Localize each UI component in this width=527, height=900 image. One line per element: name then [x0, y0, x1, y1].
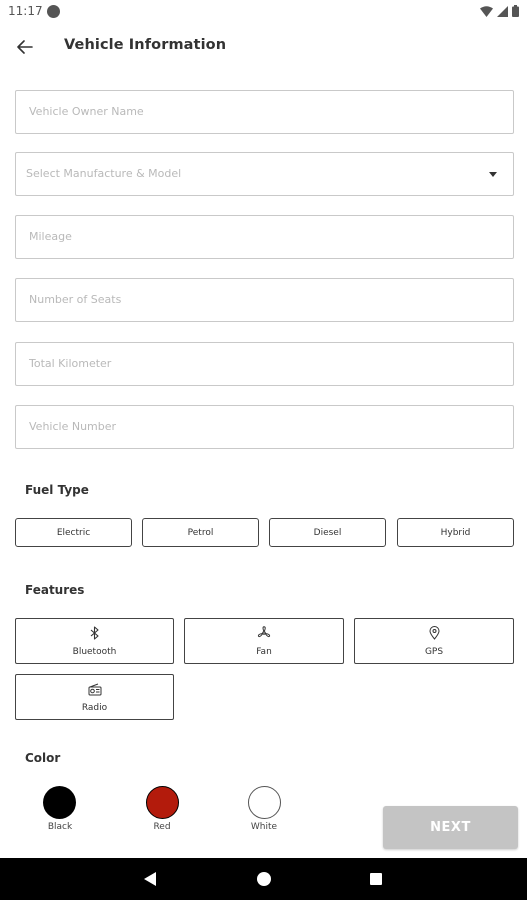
kilometer-placeholder: Total Kilometer [29, 357, 112, 370]
fuel-option-hybrid[interactable]: Hybrid [397, 518, 514, 547]
arrow-back-icon [17, 40, 33, 54]
nav-back-icon[interactable] [144, 872, 156, 886]
dropdown-arrow-icon [489, 172, 497, 177]
color-swatch-red[interactable] [146, 786, 179, 819]
fuel-option-electric[interactable]: Electric [15, 518, 132, 547]
app-notification-icon [47, 5, 60, 18]
seats-field[interactable] [15, 278, 514, 322]
fan-icon [257, 625, 271, 641]
kilometer-field[interactable] [15, 342, 514, 386]
seats-placeholder: Number of Seats [29, 293, 122, 306]
color-label-red: Red [153, 822, 171, 832]
feature-label: Radio [81, 703, 108, 713]
feature-radio[interactable] [15, 674, 174, 720]
vehicle-number-field[interactable] [15, 405, 514, 449]
color-title: Color [25, 751, 61, 765]
color-swatch-white[interactable] [248, 786, 281, 819]
bluetooth-icon [90, 625, 100, 641]
color-label-black: Black [47, 822, 73, 832]
next-button[interactable]: NEXT [383, 806, 518, 849]
status-time: 11:17 [8, 4, 43, 18]
feature-label: GPS [424, 647, 444, 657]
owner-name-field[interactable] [15, 90, 514, 134]
radio-icon [88, 681, 102, 697]
feature-label: Bluetooth [72, 647, 117, 657]
location-pin-icon [429, 625, 440, 641]
system-nav-bar [0, 858, 527, 900]
app-bar [0, 24, 527, 70]
back-button[interactable] [12, 34, 38, 60]
color-swatch-black[interactable] [43, 786, 76, 819]
fuel-type-title: Fuel Type [25, 483, 89, 497]
nav-home-icon[interactable] [257, 872, 271, 886]
status-icons [480, 5, 519, 17]
color-label-white: White [250, 822, 278, 832]
page-title: Vehicle Information [64, 37, 227, 53]
manufacture-model-select[interactable] [15, 152, 514, 196]
vehicle-number-placeholder: Vehicle Number [29, 420, 117, 433]
feature-fan[interactable] [184, 618, 344, 664]
mileage-field[interactable] [15, 215, 514, 259]
nav-recents-icon[interactable] [370, 873, 382, 885]
status-bar [0, 0, 527, 24]
owner-name-placeholder: Vehicle Owner Name [29, 105, 144, 118]
battery-icon [512, 5, 519, 17]
manufacture-model-placeholder: Select Manufacture & Model [26, 167, 182, 180]
mileage-placeholder: Mileage [29, 230, 72, 243]
fuel-option-diesel[interactable]: Diesel [269, 518, 386, 547]
feature-bluetooth[interactable] [15, 618, 174, 664]
wifi-icon [480, 6, 493, 17]
feature-gps[interactable] [354, 618, 514, 664]
fuel-option-petrol[interactable]: Petrol [142, 518, 259, 547]
feature-label: Fan [256, 647, 272, 657]
signal-icon [497, 6, 508, 17]
features-title: Features [25, 583, 85, 597]
